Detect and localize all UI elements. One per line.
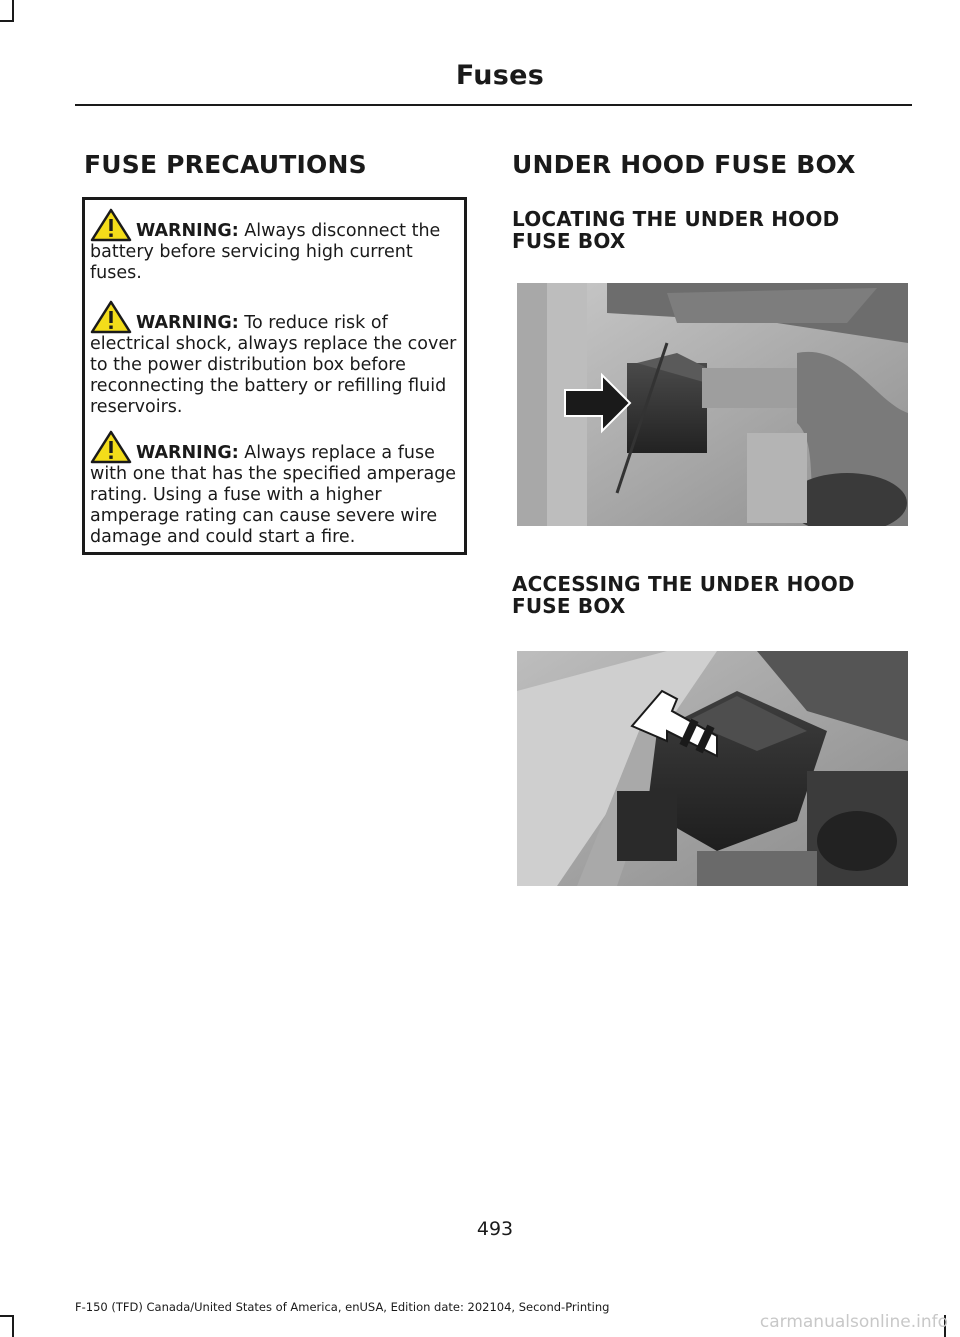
warning-text: To reduce risk of electrical shock, always replace the cover to the power distribution box before reconnecting the battery or refilling fluid reservoirs.	[90, 313, 457, 417]
warning-3	[90, 430, 466, 548]
engine-bay-locating-image	[517, 283, 908, 526]
engine-bay-accessing-image	[517, 651, 908, 886]
crop-mark	[0, 1315, 14, 1317]
subheading-accessing: ACCESSING THE UNDER HOOD FUSE BOX	[512, 572, 855, 618]
watermark: carmanualsonline.info	[759, 1312, 948, 1332]
page-title: Fuses	[455, 60, 545, 91]
warning-box	[82, 197, 467, 555]
warning-keyword: WARNING:	[136, 221, 239, 241]
page-number: 493	[476, 1218, 514, 1240]
crop-mark	[0, 20, 14, 22]
warning-triangle-icon	[90, 208, 132, 242]
warning-1	[90, 208, 466, 284]
warning-triangle-icon	[90, 430, 132, 464]
section-heading-fuse-precautions: FUSE PRECAUTIONS	[84, 150, 367, 179]
crop-mark	[12, 1315, 14, 1337]
warning-keyword: WARNING:	[136, 313, 239, 333]
header-divider	[75, 104, 912, 106]
warning-keyword: WARNING:	[136, 443, 239, 463]
crop-mark	[12, 0, 14, 22]
warning-2	[90, 300, 466, 418]
warning-triangle-icon	[90, 300, 132, 334]
warning-text: Always disconnect the battery before servicing high current fuses.	[90, 221, 441, 283]
footer-edition: F-150 (TFD) Canada/United States of America, enUSA, Edition date: 202104, Second-Printing	[75, 1300, 610, 1314]
subheading-locating: LOCATING THE UNDER HOOD FUSE BOX	[512, 207, 840, 253]
warning-text: Always replace a fuse with one that has the specified amperage rating. Using a fuse with a higher amperage rating can cause severe wire damage and could start a fire.	[90, 443, 457, 547]
section-heading-under-hood-fuse-box: UNDER HOOD FUSE BOX	[512, 150, 856, 179]
